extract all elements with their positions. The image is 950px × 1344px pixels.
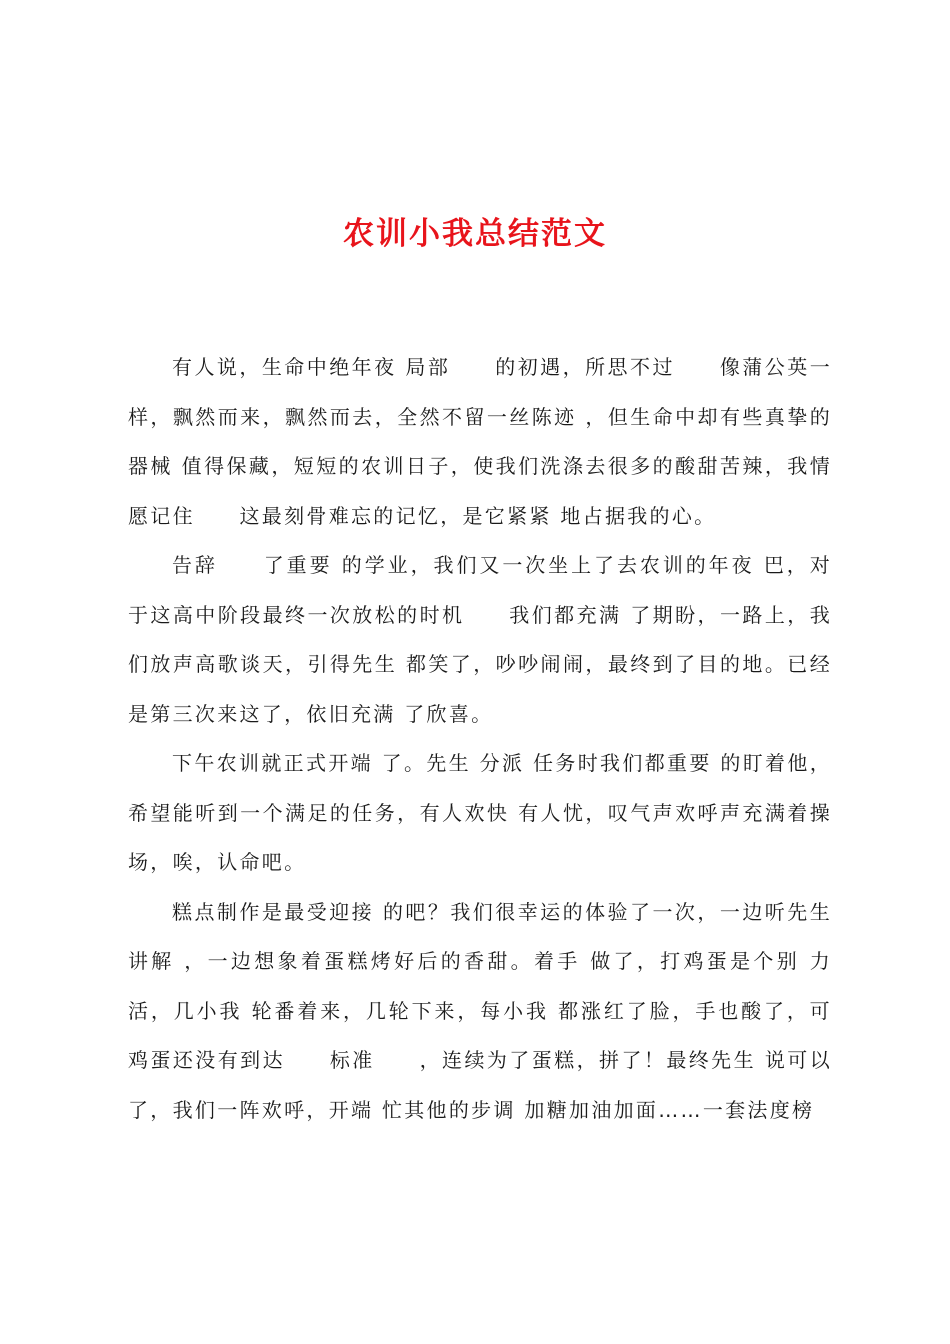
paragraph: 告辞 了重要 的学业，我们又一次坐上了去农训的年夜 巴，对于这高中阶段最终一次放松的时机 我们都充满 了期盼，一路上，我们放声高歌谈天，引得先生 都笑了，吵吵闹闹，最终到了目的地。已经是第三次来这了，依旧充满 了欣喜。	[128, 553, 832, 726]
paragraph: 下午农训就正式开端 了。先生 分派 任务时我们都重要 的盯着他，希望能听到一个满足的任务，有人欢快 有人忧，叹气声欢呼声充满着操场，唉，认命吧。	[128, 751, 832, 874]
document-title: 农训小我总结范文	[343, 216, 607, 252]
paragraph: 糕点制作是最受迎接 的吧？我们很幸运的体验了一次，一边听先生讲解 ，一边想象着蛋糕烤好后的香甜。着手 做了，打鸡蛋是个别 力活，几小我 轮番着来，几轮下来，每小我 都涨红了脸，手也酸了，可鸡蛋还没有到达 标准 ，连续为了蛋糕，拼了！最终先生 说可以了，我们一阵欢呼，开端 忙其他的步调 加糖加油加面……一套法度榜	[128, 899, 832, 1122]
document-body	[128, 343, 832, 1135]
paragraph: 有人说，生命中绝年夜 局部 的初遇，所思不过 像蒲公英一样，飘然而来，飘然而去，全然不留一丝陈迹 ，但生命中却有些真挚的器械 值得保藏，短短的农训日子，使我们洗涤去很多的酸甜苦辣，我情愿记住 这最刻骨难忘的记忆，是它紧紧 地占据我的心。	[128, 355, 832, 528]
